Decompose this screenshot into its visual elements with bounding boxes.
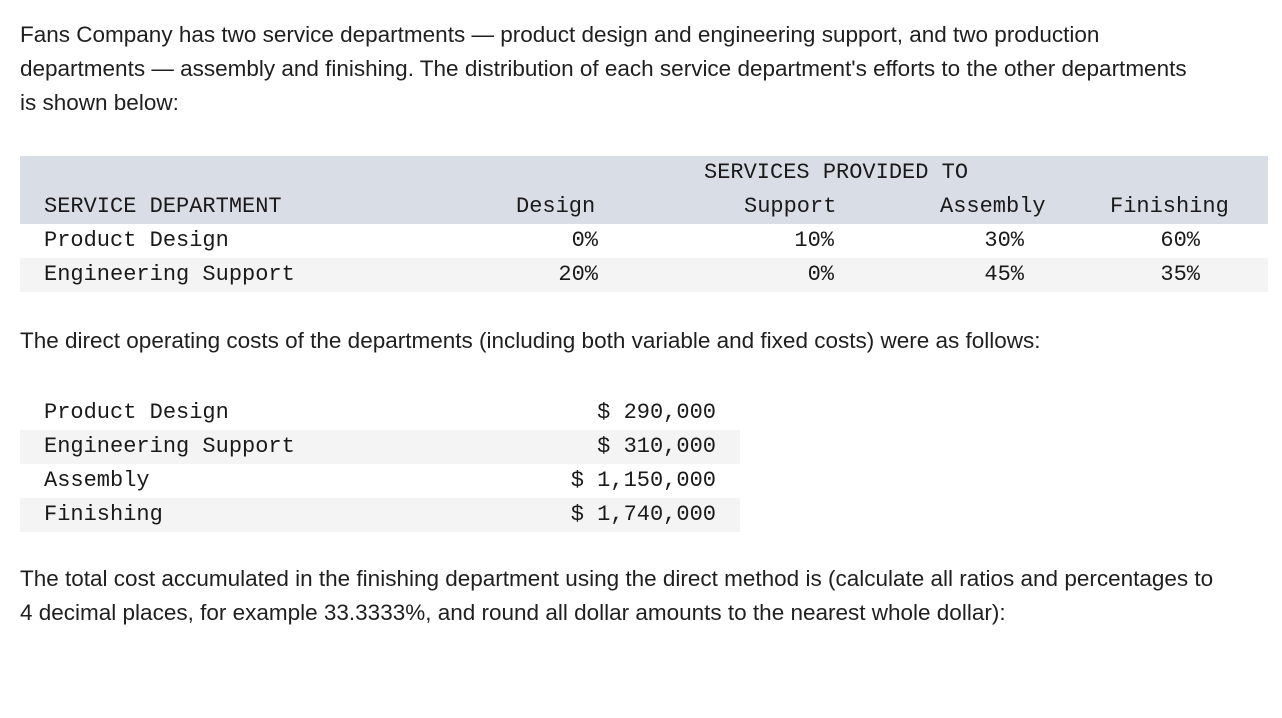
table-row [20,430,740,464]
services-provided-to-header: SERVICES PROVIDED TO [704,160,969,185]
column-header-design: Design [516,194,596,219]
cell-assembly: 30% [984,228,1024,253]
table-row [20,224,1268,258]
cell-support: 10% [794,228,834,253]
column-header-assembly: Assembly [940,194,1046,219]
cost-amount: $ 1,150,000 [570,468,716,493]
cost-label: Product Design [44,400,229,425]
table-row [20,498,740,532]
intro-paragraph: Fans Company has two service departments — product design and engineering support, and two production departments — assembly and finishing. The distribution of each service department's efforts to the other departments is shown below: [20,22,1187,115]
table-row [20,258,1268,292]
cell-support: 0% [807,262,834,287]
cost-label: Engineering Support [44,434,295,459]
cost-amount: $ 310,000 [597,434,716,459]
table-column-header-row [20,190,1268,224]
costs-paragraph: The direct operating costs of the departments (including both variable and fixed costs) were as follows: [20,328,1041,353]
question-paragraph: The total cost accumulated in the finishing department using the direct method is (calculate all ratios and percentages to 4 decimal places, for example 33.3333%, and round all dollar amounts to the nearest whole dollar): [20,566,1214,625]
row-label: Product Design [44,228,229,253]
row-label: Engineering Support [44,262,295,287]
table-row [20,464,740,498]
cell-finishing: 60% [1160,228,1200,253]
cell-design: 0% [571,228,598,253]
costs-table [20,396,740,532]
cost-label: Assembly [44,468,150,493]
column-header-support: Support [744,194,837,219]
cell-finishing: 35% [1160,262,1200,287]
cell-design: 20% [558,262,598,287]
cost-label: Finishing [44,502,163,527]
cost-amount: $ 290,000 [597,400,716,425]
table-span-header-row [20,156,1268,190]
cell-assembly: 45% [984,262,1024,287]
service-department-header: SERVICE DEPARTMENT [44,194,282,219]
cost-amount: $ 1,740,000 [570,502,716,527]
distribution-table [20,156,1268,292]
table-row [20,396,740,430]
column-header-finishing: Finishing [1110,194,1229,219]
